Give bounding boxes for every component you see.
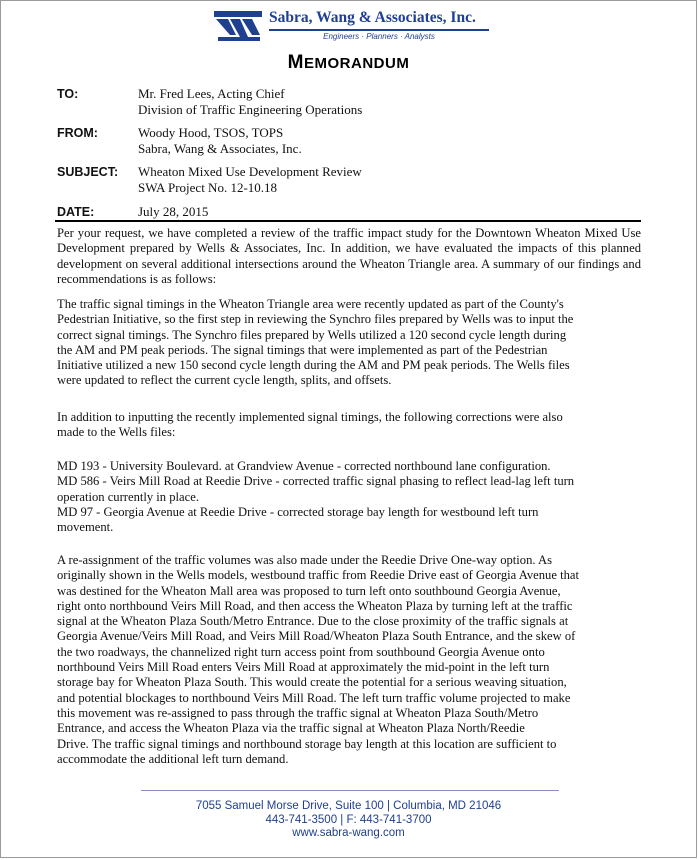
paragraph-line: Drive. The traffic signal timings and northbound storage bay length at this location are sufficient to	[57, 736, 557, 751]
date-value: July 28, 2015	[138, 204, 209, 219]
from-line: Woody Hood, TSOS, TOPS	[138, 125, 284, 140]
paragraph-line: In addition to inputting the recently implemented signal timings, the following corrections were also	[57, 410, 563, 424]
subject-line: SWA Project No. 12-10.18	[138, 180, 278, 195]
paragraph-line: Georgia Avenue/Veirs Mill Road, and Veirs Mill Road/Wheaton Plaza South Entrance, and the skew of	[57, 629, 576, 644]
corrections-intro-paragraph	[57, 410, 641, 441]
paragraph-line: storage bay for Wheaton Plaza South. This would create the potential for a serious weaving situation,	[57, 675, 567, 690]
footer-address: 7055 Samuel Morse Drive, Suite 100 | Columbia, MD 21046	[195, 800, 502, 812]
paragraph-line: Initiative utilized a new 150 second cycle length during the AM and PM peak periods. The Wells files	[57, 358, 570, 373]
corrections-list	[57, 459, 641, 535]
reassignment-paragraph	[57, 553, 641, 767]
paragraph-line: were updated to reflect the current cycle length, splits, and offsets.	[57, 373, 392, 388]
paragraph-line: was destined for the Wheaton Mall area was proposed to turn left onto southbound Georgia Avenue,	[57, 583, 561, 598]
paragraph-line: the two roadways, the channelized right turn access point from southbound Georgia Avenue onto	[57, 644, 545, 659]
list-item: MD 97 - Georgia Avenue at Reedie Drive - corrected storage bay length for westbound left turn	[57, 504, 539, 519]
paragraph-line: made to the Wells files:	[57, 425, 176, 440]
paragraph-line: the AM and PM peak periods. The signal timings that were implemented as part of the Pedestrian	[57, 342, 548, 357]
to-line: Mr. Fred Lees, Acting Chief	[138, 86, 285, 101]
list-item: MD 586 - Veirs Mill Road at Reedie Drive - corrected traffic signal phasing to reflect lead-lag left turn	[57, 474, 575, 489]
company-name: Sabra, Wang & Associates, Inc.	[269, 9, 476, 26]
letterhead-divider	[269, 29, 489, 31]
paragraph-line: right onto northbound Veirs Mill Road, and then access the Wheaton Plaza by turning left at the traffic	[57, 598, 573, 613]
footer-phones: 443-741-3500 | F: 443-741-3700	[265, 814, 432, 826]
list-item: MD 193 - University Boulevard. at Grandview Avenue - corrected northbound lane configuration.	[57, 459, 551, 473]
paragraph-line: A re-assignment of the traffic volumes was also made under the Reedie Drive One-way option. As	[57, 553, 552, 567]
intro-paragraph: Per your request, we have completed a review of the traffic impact study for the Downtown Wheaton Mixed Use Development prepared by Wells & Associates, Inc. In addition, we have evaluated the impacts of this planned development on several additional intersections around the Wheaton Triangle area. A summary of our findings and recommendations is as follows:	[57, 226, 641, 286]
from-value	[138, 125, 302, 157]
from-line: Sabra, Wang & Associates, Inc.	[138, 141, 302, 156]
paragraph-line: originally shown in the Wells models, westbound traffic from Reedie Drive east of Georgia Avenue that	[57, 568, 579, 583]
list-item: movement.	[57, 520, 114, 535]
header-divider	[55, 220, 641, 222]
letterhead	[212, 5, 502, 43]
subject-label: SUBJECT:	[57, 165, 119, 179]
to-value	[138, 86, 362, 118]
company-tagline: Engineers · Planners · Analysts	[323, 32, 435, 41]
paragraph-line: signal at the Wheaton Plaza South/Metro Entrance. Due to the close proximity of the traffic signals at	[57, 614, 569, 629]
date-label: DATE:	[57, 205, 95, 219]
signal-timing-paragraph	[57, 297, 641, 389]
title-initial: M	[287, 52, 304, 73]
list-item: operation currently in place.	[57, 489, 199, 504]
paragraph-line: The traffic signal timings in the Wheaton Triangle area were recently updated as part of the County's	[57, 297, 564, 311]
company-logo-icon	[212, 5, 264, 43]
page-title	[1, 52, 696, 74]
from-label: FROM:	[57, 126, 98, 140]
subject-line: Wheaton Mixed Use Development Review	[138, 164, 362, 179]
paragraph-line: Entrance, and access the Wheaton Plaza via the traffic signal at Wheaton Plaza North/Reedie	[57, 721, 525, 736]
paragraph-line: Pedestrian Initiative, so the first step in reviewing the Synchro files prepared by Wells was to input the	[57, 312, 574, 327]
footer-website[interactable]: www.sabra-wang.com	[292, 827, 405, 839]
title-rest: EMORANDUM	[304, 55, 410, 72]
to-label: TO:	[57, 87, 79, 101]
paragraph-line: this movement was re-assigned to pass through the traffic signal at Wheaton Plaza South/Metro	[57, 705, 539, 720]
paragraph-line: correct signal timings. The Synchro files prepared by Wells utilized a 120 second cycle length during	[57, 327, 567, 342]
footer-divider	[141, 790, 559, 791]
paragraph-line: and potential blockages to northbound Veirs Mill Road. The left turn traffic volume projected to make	[57, 690, 571, 705]
paragraph-line: northbound Veirs Mill Road enters Veirs Mill Road at approximately the mid-point in the left turn	[57, 660, 550, 675]
to-line: Division of Traffic Engineering Operations	[138, 102, 363, 117]
paragraph-line: accommodate the additional left turn demand.	[57, 751, 289, 766]
subject-value	[138, 164, 362, 196]
